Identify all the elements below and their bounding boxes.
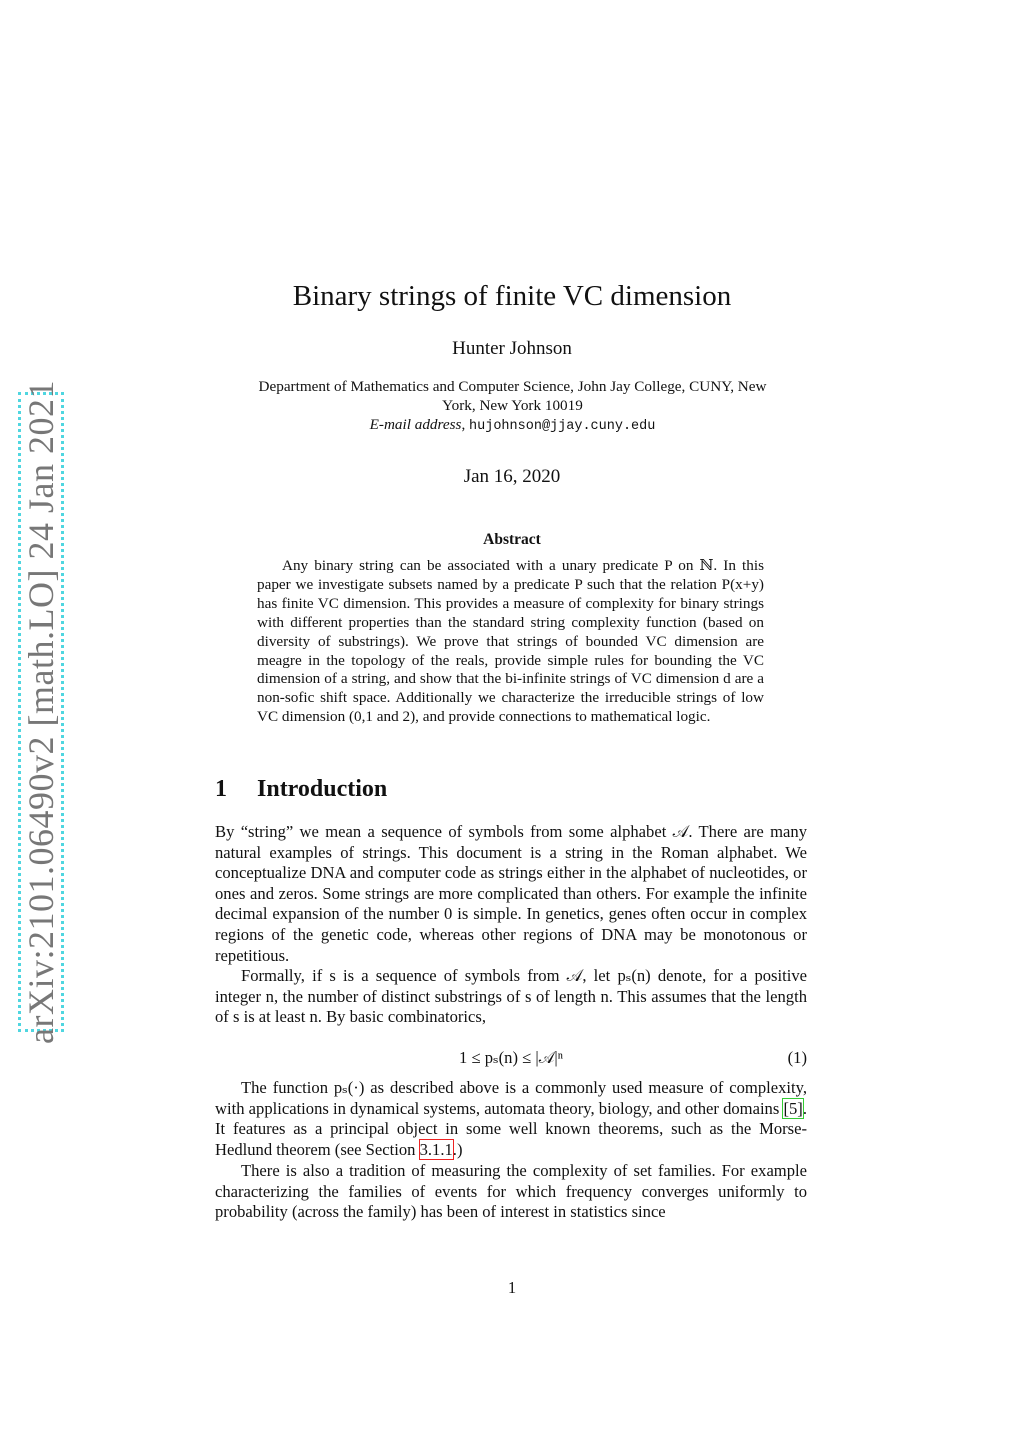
paragraph-3-mid: . It features as a principal object in some well known theorems, such as the Morse-Hedlund theorem (see Section — [215, 1098, 807, 1159]
affiliation-line-2: York, New York 10019 — [442, 397, 583, 414]
arxiv-stamp[interactable] — [18, 380, 64, 1044]
email-label: E-mail address — [369, 416, 462, 433]
paragraph-3-start: The function pₛ(·) as described above is a commonly used measure of complexity, with applications in dynamical systems, automata theory, biology, and other domains — [215, 1078, 807, 1118]
section-heading — [215, 776, 387, 803]
paragraph-4: There is also a tradition of measuring the complexity of set families. For example characterizing the families of events for which frequency converges uniformly to probability (across the family) has been of interest in statistics since — [215, 1161, 807, 1222]
affiliation — [215, 377, 810, 436]
page-number: 1 — [507, 1278, 517, 1297]
citation-link[interactable]: [5] — [783, 1098, 803, 1118]
section-ref-link[interactable]: 3.1.1 — [419, 1139, 453, 1159]
email-address[interactable]: hujohnson@jjay.cuny.edu — [469, 419, 656, 434]
email-line — [215, 415, 810, 436]
paragraph-3 — [215, 1078, 807, 1160]
section-title: Introduction — [257, 776, 388, 802]
paper-title: Binary strings of finite VC dimension — [292, 280, 732, 312]
paper-date: Jan 16, 2020 — [463, 466, 561, 487]
section-number: 1 — [215, 776, 227, 802]
abstract-heading: Abstract — [483, 531, 541, 548]
arxiv-id: arXiv:2101.06490v2 [math.LO] 24 Jan 2021 — [21, 380, 61, 1044]
affiliation-line-1: Department of Mathematics and Computer Science, John Jay College, CUNY, New — [258, 378, 767, 395]
paragraph-3-end: .) — [452, 1139, 463, 1159]
equation-number: (1) — [787, 1048, 807, 1067]
email-separator: , — [461, 416, 470, 433]
abstract-text: Any binary string can be associated with a unary predicate P on ℕ. In this paper we investigate subsets named by a predicate P such that the relation P(x+y) has finite VC dimension. This provides a measure of complexity for binary strings with different properties than the standard string complexity function (based on diversity of substrings). We prove that strings of bounded VC dimension are meagre in the topology of the reals, provide simple rules for bounding the VC dimension of a string, and show that the bi-infinite strings of VC dimension d are a non-sofic shift space. Additionally we characterize the irreducible strings of low VC dimension (0,1 and 2), and provide connections to mathematical logic. — [257, 557, 764, 726]
paragraph-2: Formally, if s is a sequence of symbols from 𝒜, let pₛ(n) denote, for a positive integer n, the number of distinct substrings of s of length n. This assumes that the length of s is at least n. By basic combinatorics, — [215, 966, 807, 1027]
author-name: Hunter Johnson — [452, 338, 572, 359]
equation-expression: 1 ≤ pₛ(n) ≤ |𝒜|ⁿ — [459, 1048, 563, 1067]
paragraph-1: By “string” we mean a sequence of symbols from some alphabet 𝒜. There are many natural examples of strings. This document is a string in the Roman alphabet. We conceptualize DNA and computer code as strings either in the alphabet of nucleotides, or ones and zeros. Some strings are more complicated than others. For example the infinite decimal expansion of the number 0 is simple. In genetics, genes often occur in complex regions of the genetic code, whereas other regions of DNA may be monotonous or repetitious. — [215, 822, 807, 965]
